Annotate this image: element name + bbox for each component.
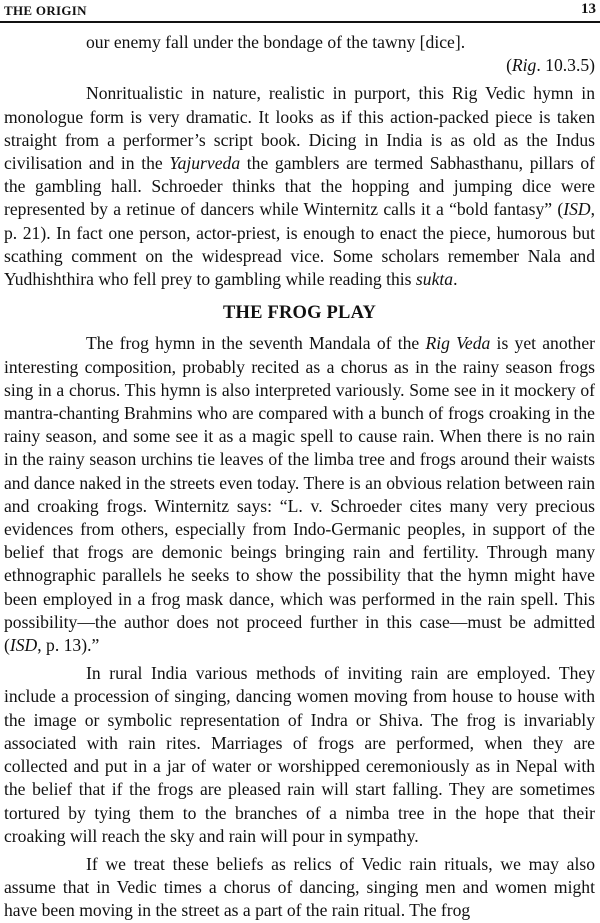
paragraph-rain-rites: In rural India various methods of inviting rain are employed. They include a procession of singing, dancing women moving from house to house with the image or symbolic representation of Indra or Shiva. The frog is invariably associated with rain rites. Marriages of frogs are performed, when they are collected and put in a jar of water or worshipped ceremoniously as in Nepal with the belief that if the frogs are pleased rain will start falling. They are sometimes tortured by tying them to the branches of a nimba tree in the hope that their croaking will reach the sky and rain will pour in sympathy.	[4, 663, 595, 846]
para1-italic-isd: ISD	[563, 199, 591, 220]
paragraph-frog-hymn	[4, 332, 595, 657]
paragraph-dicing	[4, 82, 595, 291]
para1-text-3: , p. 21). In fact one person, actor-priest, is enough to enact the piece, humorous but scathing comment on the widespread vice. Some scholars remember Nala and Yudhishthira who fell prey to gambling while reading this	[4, 199, 595, 290]
page-number: 13	[581, 1, 596, 17]
header-rule	[0, 21, 600, 23]
paragraph-vedic-rituals: If we treat these beliefs as relics of Vedic rain rituals, we may also assume that in Vedic times a chorus of dancing, singing men and women might have been moving in the street as a part of the rain ritual. The frog	[4, 853, 595, 921]
citation-work: Rig	[511, 55, 537, 76]
para2-italic-isd: ISD	[9, 635, 38, 656]
para2-text-2: is yet another interesting composition, probably recited as a chorus as in the rainy season frogs sing in a chorus. This hymn is also interpreted variously. Some see in it mockery of mantra-chanting Brahmins who are compared with a bunch of frogs croaking in the rainy season, and some see it as a magic spell to cause rain. When there is no rain in the rainy season urchins tie leaves of the limba tree and frogs around their waists and dance naked in the streets even today. There is an obvious relation between rain and croaking frogs. Winternitz says: “L. v. Schroeder cites many very precious evidences from others, especially from Indo-Germanic peoples, in support of the belief that frogs are demonic beings bringing rain and fertility. Through many ethnographic parallels he seeks to show the possibility that the hymn might have been employed in a frog mask dance, which was performed in the rain spell. This possibility—the author does not proceed further in this case—must be admitted (	[4, 333, 596, 656]
para2-italic-rig-veda: Rig Veda	[425, 333, 491, 354]
para2-text-1: The frog hymn in the seventh Mandala of the	[86, 333, 426, 354]
citation-ref: . 10.3.5)	[536, 55, 595, 76]
quote-line: our enemy fall under the bondage of the tawny [dice].	[86, 32, 466, 52]
page-header	[0, 0, 600, 26]
para1-text-1: Nonritualistic in nature, realistic in purport, this Rig Vedic hymn in monologue form is very dramatic. It looks as if this action-packed piece is taken straight from a performer’s script book. Dicing in India is as old as the Indus civilisation and in the	[4, 83, 595, 174]
para1-text-4: .	[453, 269, 458, 290]
section-heading: THE FROG PLAY	[222, 303, 377, 324]
para1-italic-yajurveda: Yajurveda	[169, 153, 241, 174]
running-head: THE ORIGIN	[4, 3, 87, 18]
citation-open: (	[506, 55, 512, 76]
quote-citation	[4, 54, 595, 77]
para1-italic-sukta: sukta	[415, 269, 454, 290]
para2-text-3: , p. 13).”	[37, 635, 100, 656]
page-body	[4, 31, 595, 923]
para1-text-2: the gamblers are termed Sabhasthanu, pillars of the gambling hall. Schroeder thinks that the hopping and jumping dice were represented by a retinue of dancers while Winternitz calls it a “bold fantasy” (	[4, 153, 596, 220]
